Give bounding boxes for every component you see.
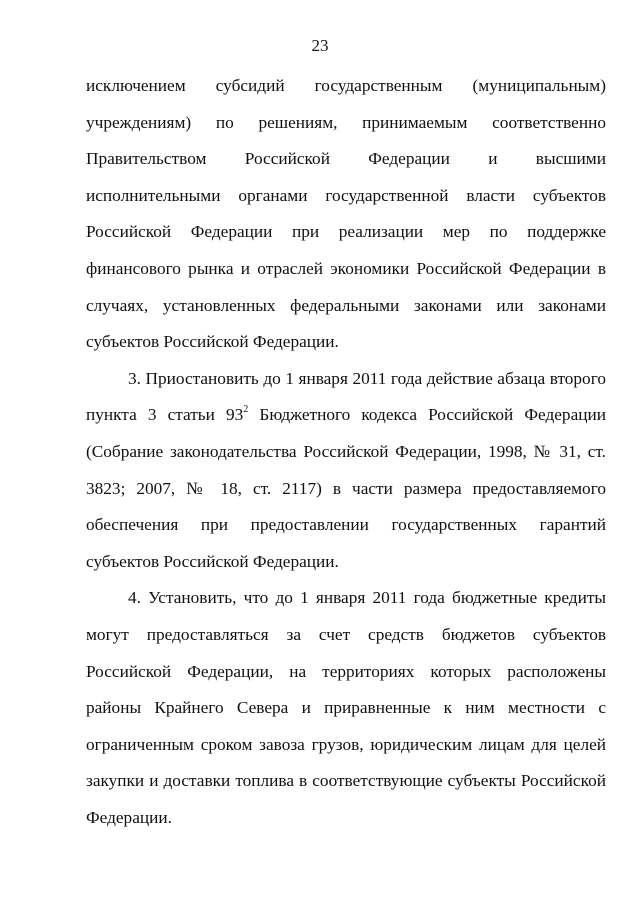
page-number: 23: [311, 36, 329, 55]
paragraph-continuation: исключением субсидий государственным (муниципальным) учреждениям) по решениям, принимаемым соответственно Правительством Российской Федерации и высшими исполнительными органами государственной власти субъектов Российской Федерации при реализации мер по поддержке финансового рынка и отраслей экономики Российской Федерации в случаях, установленных федеральными законами или законами субъектов Российской Федерации.: [86, 76, 606, 352]
paragraph-item-3: [86, 361, 606, 581]
paragraph-item-3-text-start: 3. Приостановить до 1 января 2011 года действие абзаца второго пункта 3 статьи 93: [86, 368, 606, 425]
paragraph-item-3-text-end: Бюджетного кодекса Российской Федерации (Собрание законодательства Российской Федерации, 1998, № 31, ст. 3823; 2007, № 18, ст. 2117) в части размера предоставляемого обеспечения при предоставлении государственных гарантий субъектов Российской Федерации.: [86, 405, 606, 571]
document-body: [86, 68, 606, 836]
paragraph-item-4: 4. Установить, что до 1 января 2011 года бюджетные кредиты могут предоставляться за счет средств бюджетов субъектов Российской Федерации, на территориях которых расположены районы Крайнего Севера и приравненные к ним местности с ограниченным сроком завоза грузов, юридическим лицам для целей закупки и доставки топлива в соответствующие субъекты Российской Федерации.: [86, 588, 606, 827]
article-superscript: 2: [243, 404, 249, 416]
